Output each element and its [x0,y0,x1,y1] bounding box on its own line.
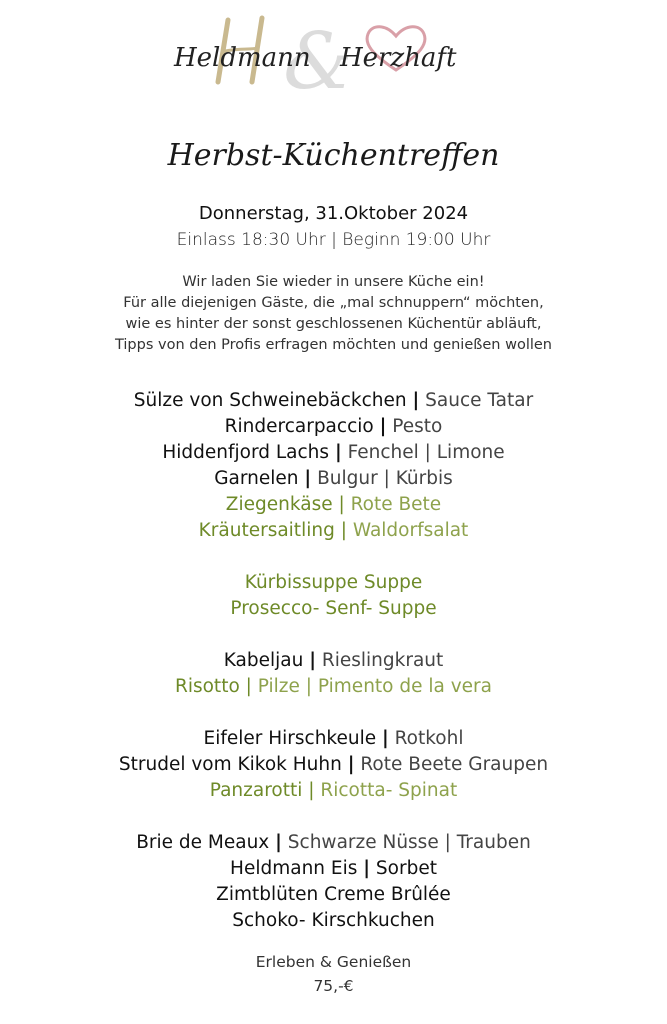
separator: | [304,468,312,489]
event-date: Donnerstag, 31.Oktober 2024 [198,203,469,224]
separator: | [363,858,371,879]
separator: | [412,390,420,411]
dish-side: Sauce Tatar [425,390,534,411]
tagline: Erleben & Genießen [255,953,412,971]
dish-name: Hiddenfjord Lachs [162,442,330,463]
dish-name: Sülze von Schweinebäckchen [133,390,407,411]
dish-side: Pilze | Pimento de la vera [257,676,493,697]
event-title: Herbst-Küchentreffen [167,138,500,173]
separator: | [338,494,345,515]
separator: | [245,676,252,697]
separator: | [382,728,389,749]
dish-side: Schwarze Nüsse | Trauben [287,832,531,853]
menu-item [0,648,667,674]
separator: | [379,416,387,437]
dish-side: Rote Beete Graupen [360,754,549,775]
menu-item [0,778,667,804]
menu-item [0,882,667,908]
separator: | [340,520,347,541]
intro-text [0,272,667,356]
ampersand-graphic: & [283,17,353,100]
dish-side: Rieslingkraut [321,650,444,671]
separator: | [308,780,315,801]
brand-right: Herzhaft [340,43,457,73]
dish-name: Heldmann Eis [230,858,358,879]
menu-item [0,674,667,700]
dish-name: Strudel vom Kikok Huhn [118,754,342,775]
separator: | [334,442,342,463]
menu-item [0,492,667,518]
dish-side: Pesto [392,416,443,437]
menu-item [0,726,667,752]
dish-name: Schoko- Kirschkuchen [232,910,435,931]
menu-item [0,856,667,882]
brand-left: Heldmann [174,43,311,73]
dish-name: Garnelen [214,468,299,489]
menu [0,388,667,934]
menu-item [0,414,667,440]
separator: | [275,832,282,853]
dish-name: Kürbissuppe Suppe [244,572,423,593]
dish-name: Prosecco- Senf- Suppe [230,598,437,619]
dish-name: Kräutersaitling [198,520,335,541]
intro-line: Für alle diejenigen Gäste, die „mal schnuppern“ möchten, [123,295,544,311]
dish-side: Rote Bete [350,494,442,515]
dish-name: Rindercarpaccio [224,416,374,437]
logo-graphic [0,10,667,100]
menu-item [0,466,667,492]
menu-item [0,752,667,778]
menu-item [0,570,667,596]
menu-item [0,440,667,466]
dish-name: Zimtblüten Creme Brûlée [216,884,451,905]
dish-side: Rotkohl [394,728,464,749]
intro-line: Wir laden Sie wieder in unsere Küche ein! [182,274,485,290]
dish-side: Fenchel | Limone [347,442,505,463]
logo [0,10,667,100]
menu-item [0,388,667,414]
dish-name: Risotto [174,676,240,697]
separator: | [309,650,316,671]
dish-name: Ziegenkäse [225,494,333,515]
intro-line: Tipps von den Profis erfragen möchten und genießen wollen [114,337,553,353]
dish-side: Ricotta- Spinat [320,780,458,801]
separator: | [347,754,355,775]
menu-item [0,908,667,934]
price: 75,-€ [313,977,354,995]
dish-name: Eifeler Hirschkeule [203,728,377,749]
menu-item [0,518,667,544]
dish-side: Sorbet [375,858,437,879]
menu-item [0,830,667,856]
footer [0,950,667,998]
dish-side: Waldorfsalat [352,520,469,541]
intro-line: wie es hinter der sonst geschlossenen Küchentür abläuft, [125,316,542,332]
dish-name: Panzarotti [209,780,303,801]
menu-item [0,596,667,622]
dish-name: Brie de Meaux [136,832,270,853]
dish-name: Kabeljau [223,650,304,671]
event-times: Einlass 18:30 Uhr | Beginn 19:00 Uhr [176,230,491,250]
dish-side: Bulgur | Kürbis [317,468,453,489]
